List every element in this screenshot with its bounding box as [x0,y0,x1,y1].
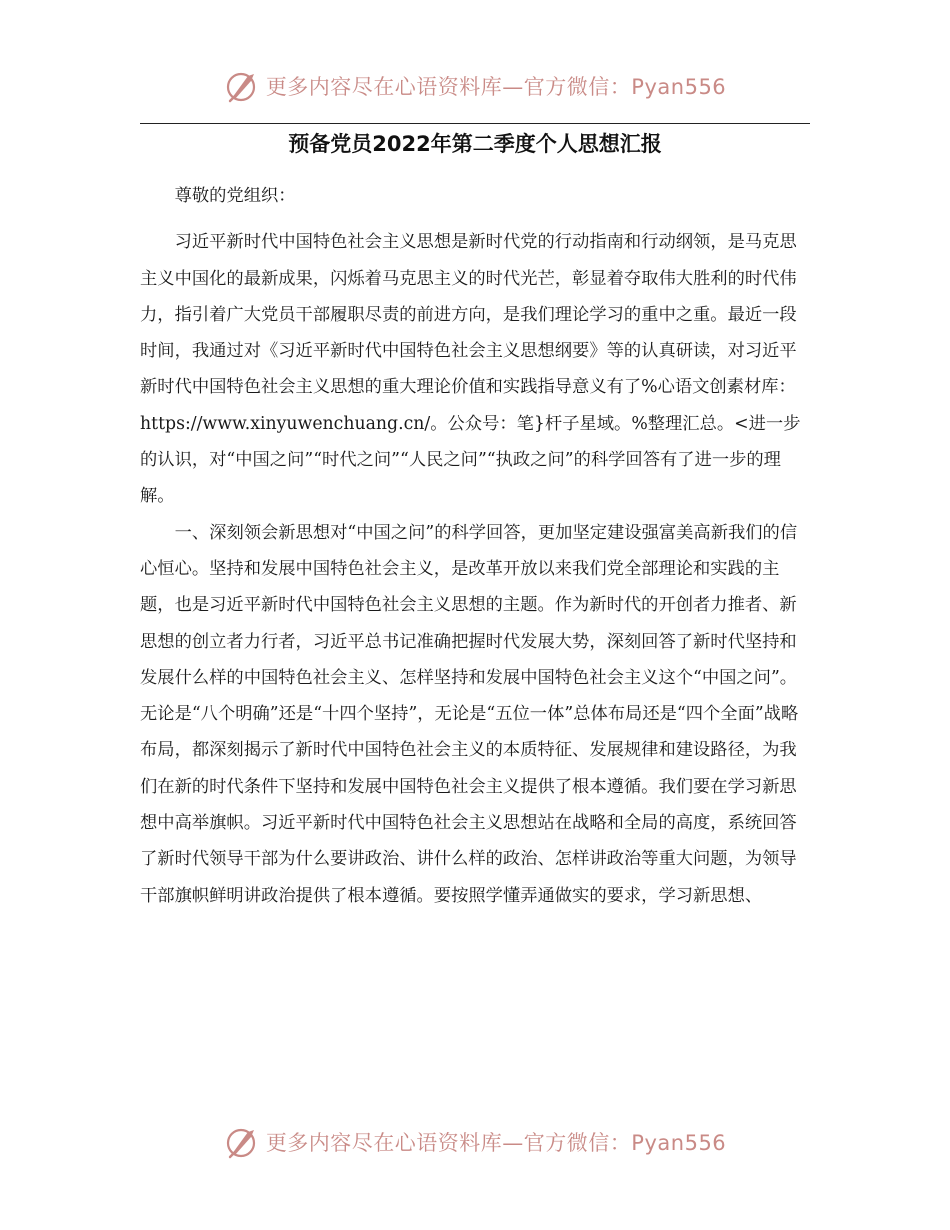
quill-pen-logo-icon [224,68,260,104]
header-divider [140,123,810,124]
document-title: 预备党员2022年第二季度个人思想汇报 [288,132,662,156]
watermark-text: 更多内容尽在心语资料库—官方微信：Pyan556 [265,1131,727,1155]
watermark-text: 更多内容尽在心语资料库—官方微信：Pyan556 [265,75,727,99]
document-body [140,178,810,914]
footer-watermark [0,1124,950,1160]
paragraph: 一、深刻领会新思想对“中国之问”的科学回答，更加坚定建设强富美高新我们的信心恒心。坚持和发展中国特色社会主义，是改革开放以来我们党全部理论和实践的主题，也是习近平新时代中国特色社会主义思想的主题。作为新时代的开创者力推者、新思想的创立者力行者，习近平总书记准确把握时代发展大势，深刻回答了新时代坚持和发展什么样的中国特色社会主义、怎样坚持和发展中国特色社会主义这个“中国之问”。无论是“八个明确”还是“十四个坚持”，无论是“五位一体”总体布局还是“四个全面”战略布局，都深刻揭示了新时代中国特色社会主义的本质特征、发展规律和建设路径，为我们在新的时代条件下坚持和发展中国特色社会主义提供了根本遵循。我们要在学习新思想中高举旗帜。习近平新时代中国特色社会主义思想站在战略和全局的高度，系统回答了新时代领导干部为什么要讲政治、讲什么样的政治、怎样讲政治等重大问题，为领导干部旗帜鲜明讲政治提供了根本遵循。要按照学懂弄通做实的要求，学习新思想、 [140,522,799,906]
paragraph: 习近平新时代中国特色社会主义思想是新时代党的行动指南和行动纲领，是马克思主义中国化的最新成果，闪烁着马克思主义的时代光芒，彰显着夺取伟大胜利的时代伟力，指引着广大党员干部履职尽责的前进方向，是我们理论学习的重中之重。最近一段时间，我通过对《习近平新时代中国特色社会主义思想纲要》等的认真研读，对习近平新时代中国特色社会主义思想的重大理论价值和实践指导意义有了%心语文创素材库：https://www.xinyuwenchuang.cn/。公众号：笔}杆子星域。%整理汇总。<进一步的认识，对“中国之问”“时代之问”“人民之问”“执政之问”的科学回答有了进一步的理解。 [140,232,801,507]
salutation: 尊敬的党组织： [174,186,296,206]
header-watermark [0,68,950,104]
quill-pen-logo-icon [224,1124,260,1160]
